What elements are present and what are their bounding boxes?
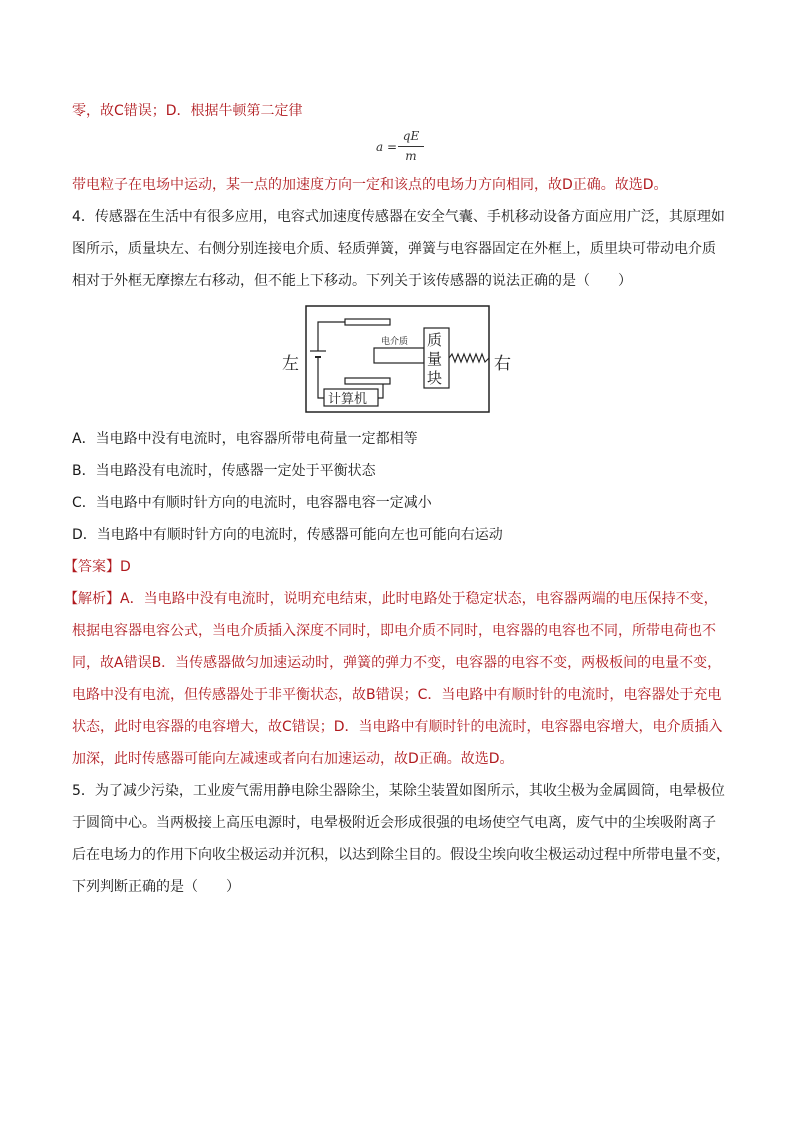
question-5-text: 下列判断正确的是（ ） (72, 879, 240, 895)
text-line: 带电粒子在电场中运动，某一点的加速度方向一定和该点的电场力方向相同，故D正确。故选D。 (72, 177, 668, 193)
option-b: B．当电路没有电流时，传感器一定处于平衡状态 (72, 463, 376, 479)
mass-label-1: 质 (427, 331, 443, 349)
formula-numerator: qE (402, 129, 420, 143)
computer-label: 计算机 (328, 392, 368, 407)
question-4-text: 相对于外框无摩擦左右移动，但不能上下移动。下列关于该传感器的说法正确的是（ ） (72, 273, 632, 289)
wire-bottom (318, 357, 324, 398)
capacitor-top-plate (345, 319, 390, 325)
newton-formula (374, 127, 424, 167)
mass-label-3: 块 (427, 369, 443, 387)
analysis-tag: 【解析】 (64, 591, 120, 607)
wire-top (318, 322, 345, 351)
answer-label: 【答案】D (64, 559, 131, 575)
spring (449, 354, 489, 362)
dielectric-label: 电介质 (381, 337, 409, 347)
mass-label-2: 量 (427, 350, 443, 368)
text-line: 零，故C错误；D．根据牛顿第二定律 (72, 103, 303, 119)
analysis-text: A．当电路中没有电流时，说明充电结束，此时电路处于稳定状态，电容器两端的电压保持不变， (120, 591, 718, 607)
question-4-text: 4．传感器在生活中有很多应用，电容式加速度传感器在安全气囊、手机移动设备方面应用广泛，其原理如 (72, 209, 725, 225)
dielectric-slab (374, 348, 424, 363)
question-4-text: 图所示，质量块左、右侧分别连接电介质、轻质弹簧，弹簧与电容器固定在外框上，质里块可带动电介质 (72, 241, 716, 257)
question-5-text: 后在电场力的作用下向收尘极运动并沉积，以达到除尘目的。假设尘埃向收尘极运动过程中所带电量不变， (72, 847, 730, 863)
left-label: 左 (282, 354, 299, 374)
capacitor-bottom-plate (345, 378, 390, 384)
option-d: D．当电路中有顺时针方向的电流时，传感器可能向左也可能向右运动 (72, 527, 503, 543)
formula-denominator: m (405, 149, 417, 163)
analysis-line: 状态，此时电容器的电容增大，故C错误；D．当电路中有顺时针的电流时，电容器电容增大，电介质插入 (72, 719, 723, 735)
analysis-line (64, 589, 718, 609)
analysis-line: 电路中没有电流，但传感器处于非平衡状态，故B错误；C．当电路中有顺时针的电流时，电容器处于充电 (72, 687, 722, 703)
right-label: 右 (494, 354, 511, 374)
analysis-line: 根据电容器电容公式，当电介质插入深度不同时，即电介质不同时，电容器的电容也不同，所带电荷也不 (72, 623, 716, 639)
option-a: A．当电路中没有电流时，电容器所带电荷量一定都相等 (72, 431, 418, 447)
question-5-text: 于圆筒中心。当两极接上高压电源时，电晕极附近会形成很强的电场使空气电离，废气中的尘埃吸附离子 (72, 815, 716, 831)
sensor-diagram (278, 302, 518, 416)
question-5-text: 5．为了减少污染，工业废气需用静电除尘器除尘，某除尘装置如图所示，其收尘极为金属圆筒，电晕极位 (72, 783, 725, 799)
option-c: C．当电路中有顺时针方向的电流时，电容器电容一定减小 (72, 495, 432, 511)
analysis-line: 加深，此时传感器可能向左减速或者向右加速运动，故D正确。故选D。 (72, 751, 514, 767)
analysis-line: 同，故A错误B．当传感器做匀加速运动时，弹簧的弹力不变，电容器的电容不变，两极板间的电量不变， (72, 655, 722, 671)
fraction-bar (398, 146, 424, 147)
formula-lhs: a = (376, 140, 398, 154)
